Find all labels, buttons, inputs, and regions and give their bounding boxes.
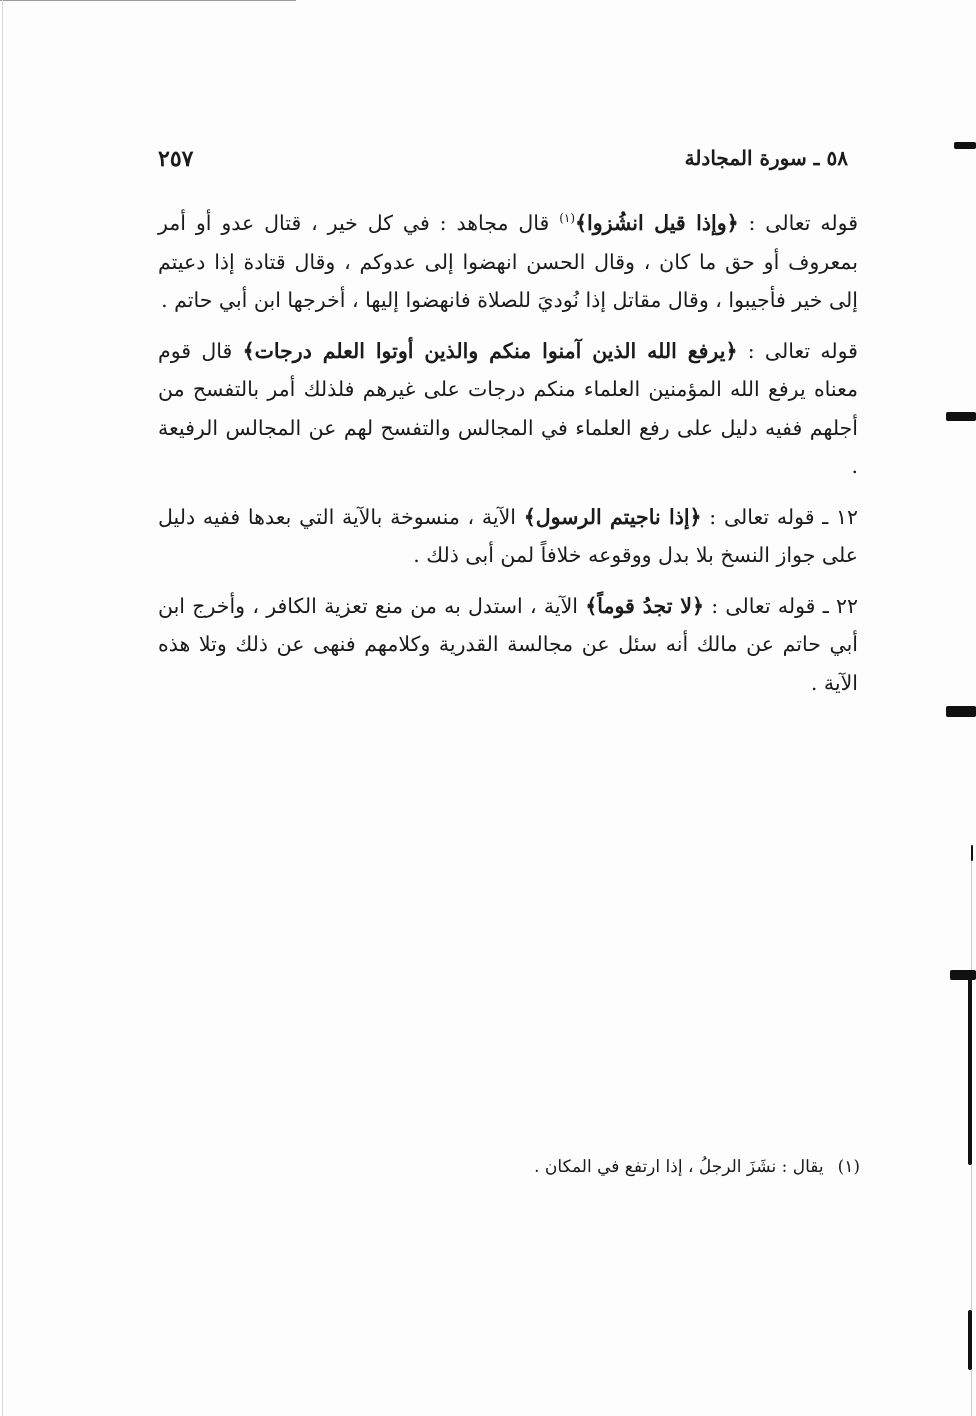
page-number: ٢٥٧ xyxy=(158,146,194,172)
footnote-reference: (١) xyxy=(559,211,576,226)
footnote-number: (١) xyxy=(837,1157,860,1177)
running-head xyxy=(158,146,848,176)
paragraph-text: قال مجاهد : في كل خير ، قتال عدو أو أمر بمعروف أو حق ما كان ، وقال الحسن انهضوا إلى عدوكم ، وقال قتادة إذا دعيتم إلى خير فأجيبوا ، وقال مقاتل إذا نُوديَ للصلاة فانهضوا إليها ، أخرجها ابن أبي حاتم . xyxy=(158,211,858,312)
footnote xyxy=(400,1154,860,1180)
paragraph-text: قال قوم معناه يرفع الله المؤمنين العلماء منكم درجات على غيرهم فلذلك أمر بالتفسح من أجلهم ففيه دليل على رفع العلماء في المجالس والتفسح لهم عن المجالس الرفيعة . xyxy=(158,338,858,478)
body-text xyxy=(158,204,858,714)
binding-mark xyxy=(946,412,976,421)
scan-edge-line-top xyxy=(0,0,296,1)
footnote-text: يقال : نشَزَ الرجلُ ، إذا ارتفع في المكان . xyxy=(534,1157,824,1177)
paragraph xyxy=(158,204,858,320)
binding-mark xyxy=(968,1310,972,1370)
binding-mark xyxy=(968,970,972,1165)
binding-mark xyxy=(950,970,976,980)
paragraph-lead: ٢٢ ـ قوله تعالى : xyxy=(704,593,859,618)
paragraph-lead: قوله تعالى : xyxy=(738,211,858,235)
binding-mark xyxy=(946,706,976,717)
binding-mark xyxy=(971,845,973,861)
paragraph-text: الآية ، منسوخة بالآية التي بعدها ففيه دليل على جواز النسخ بلا بدل ووقوعه خلافاً لمن أبى ذلك . xyxy=(158,504,858,567)
paragraph-text: الآية ، استدل به من منع تعزية الكافر ، وأخرج ابن أبي حاتم عن مالك أنه سئل عن مجالسة القدرية وكلامهم فنهى عن ذلك وتلا هذه الآية . xyxy=(158,593,858,695)
quran-verse: ﴿وإذا قيل انشُزوا﴾ xyxy=(575,211,739,235)
quran-verse: ﴿يرفع الله الذين آمنوا منكم والذين أوتوا العلم درجات﴾ xyxy=(242,338,738,363)
binding-mark xyxy=(954,142,976,149)
running-title: ٥٨ ـ سورة المجادلة xyxy=(684,146,848,170)
paragraph-lead: قوله تعالى : xyxy=(737,338,858,363)
paragraph xyxy=(158,587,858,703)
paragraph xyxy=(158,332,858,486)
paragraph xyxy=(158,498,858,575)
quran-verse: ﴿لا تجدُ قوماً﴾ xyxy=(585,593,704,618)
scan-edge-line-left xyxy=(2,0,3,1416)
quran-verse: ﴿إذا ناجيتم الرسول﴾ xyxy=(523,504,702,529)
paragraph-lead: ١٢ ـ قوله تعالى : xyxy=(701,504,859,529)
